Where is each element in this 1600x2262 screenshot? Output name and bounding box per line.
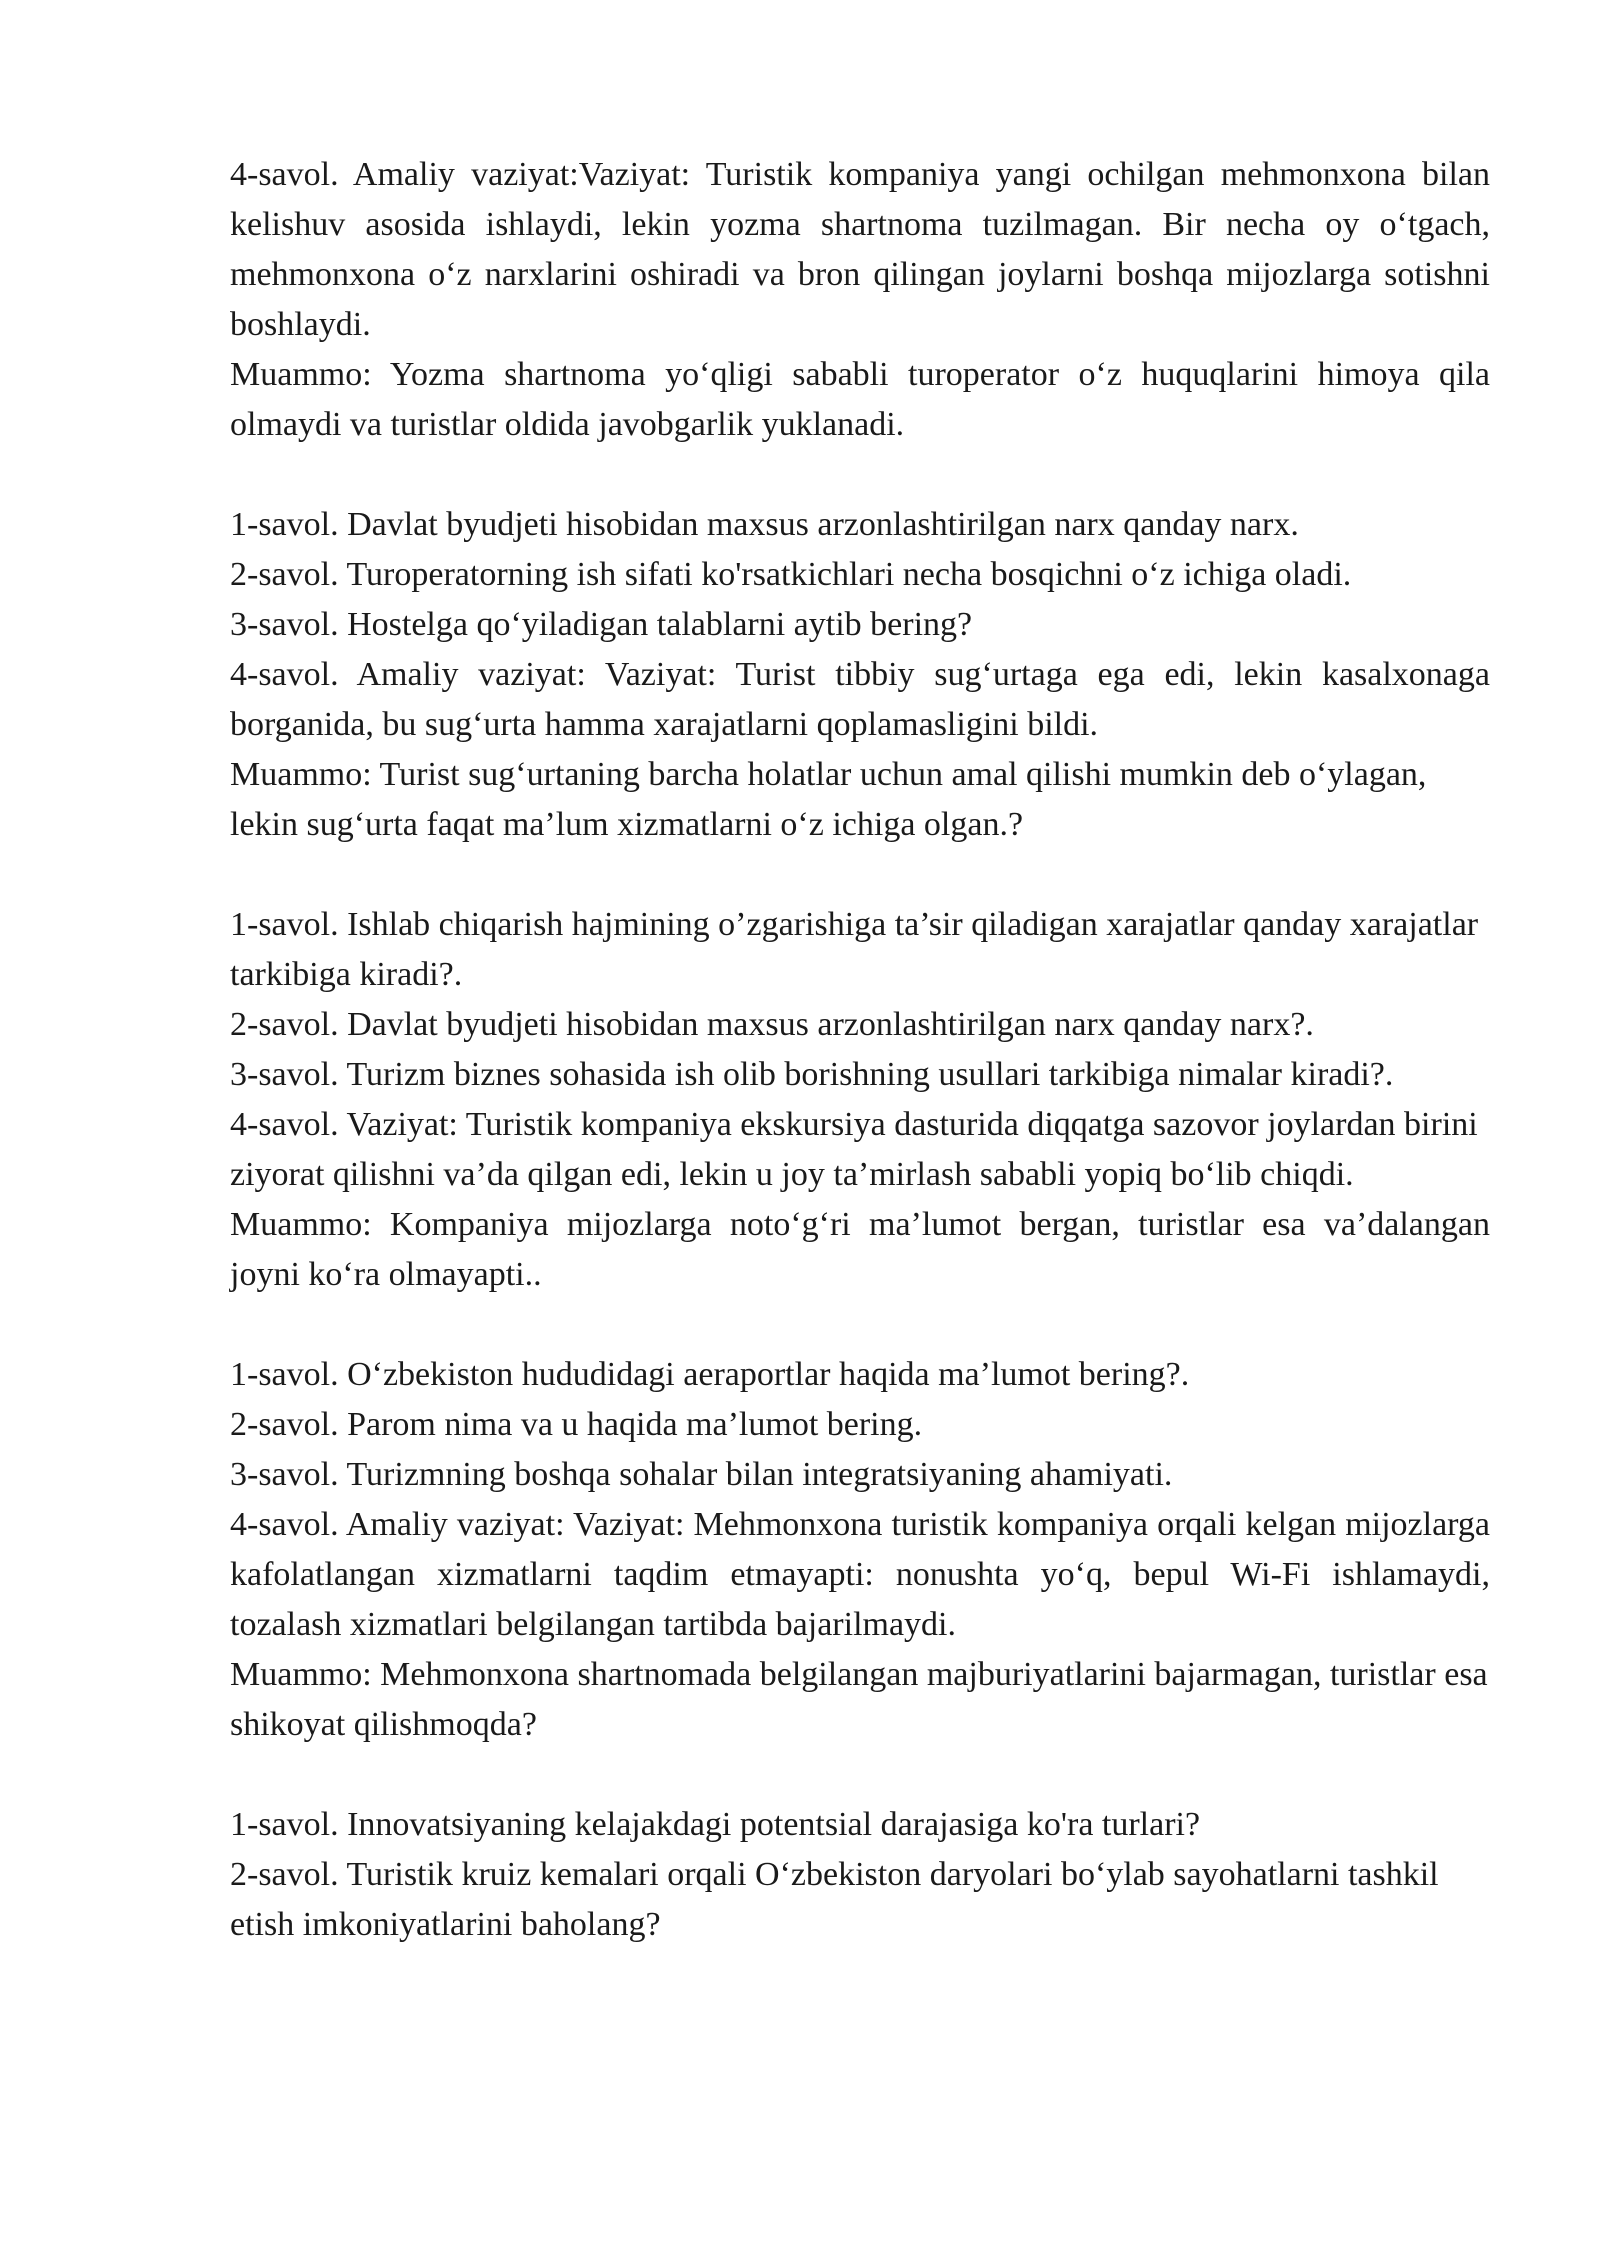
question-1: 1-savol. Ishlab chiqarish hajmining o’zgarishiga ta’sir qiladigan xarajatlar qanday xarajatlar tarkibiga kiradi?. [230, 906, 1479, 993]
question-1: 1-savol. Innovatsiyaning kelajakdagi potentsial darajasiga ko'ra turlari? [230, 1806, 1201, 1843]
question-set-3 [230, 900, 1490, 1300]
question-3: 3-savol. Turizmning boshqa sohalar bilan integratsiyaning ahamiyati. [230, 1456, 1173, 1493]
question-set-2 [230, 500, 1490, 850]
case-situation-paragraph: 4-savol. Amaliy vaziyat:Vaziyat: Turistik kompaniya yangi ochilgan mehmonxona bilan kelishuv asosida ishlaydi, lekin yozma shartnoma tuzilmagan. Bir necha oy o‘tgach, mehmonxona o‘z narxlarini oshiradi va bron qilingan joylarni boshqa mijozlarga sotishni boshlaydi. [230, 156, 1490, 343]
question-2: 2-savol. Turoperatorning ish sifati ko'rsatkichlari necha bosqichni o‘z ichiga oladi. [230, 556, 1352, 593]
question-2: 2-savol. Davlat byudjeti hisobidan maxsus arzonlashtirilgan narx qanday narx?. [230, 1006, 1314, 1043]
question-2: 2-savol. Parom nima va u haqida ma’lumot bering. [230, 1406, 923, 1443]
question-3: 3-savol. Hostelga qo‘yiladigan talablarni aytib bering? [230, 606, 973, 643]
document-body [230, 150, 1490, 1950]
question-set-5 [230, 1800, 1490, 1950]
question-4-situation: 4-savol. Vaziyat: Turistik kompaniya ekskursiya dasturida diqqatga sazovor joylardan birini ziyorat qilishni va’da qilgan edi, lekin u joy ta’mirlash sababli yopiq bo‘lib chiqdi. [230, 1106, 1478, 1193]
question-4-problem: Muammo: Mehmonxona shartnomada belgilangan majburiyatlarini bajarmagan, turistlar esa shikoyat qilishmoqda? [230, 1656, 1488, 1743]
question-set-4 [230, 1350, 1490, 1750]
question-set-1 [230, 150, 1490, 450]
question-4-situation: 4-savol. Amaliy vaziyat: Vaziyat: Turist tibbiy sug‘urtaga ega edi, lekin kasalxonaga borganida, bu sug‘urta hamma xarajatlarni qoplamasligini bildi. [230, 656, 1490, 743]
question-3: 3-savol. Turizm biznes sohasida ish olib borishning usullari tarkibiga nimalar kiradi?. [230, 1056, 1394, 1093]
question-2: 2-savol. Turistik kruiz kemalari orqali O‘zbekiston daryolari bo‘ylab sayohatlarni tashkil etish imkoniyatlarini baholang? [230, 1856, 1439, 1943]
question-4-problem: Muammo: Turist sug‘urtaning barcha holatlar uchun amal qilishi mumkin deb o‘ylagan, lekin sug‘urta faqat ma’lum xizmatlarni o‘z ichiga olgan.? [230, 756, 1427, 843]
case-problem-paragraph: Muammo: Yozma shartnoma yo‘qligi sababli turoperator o‘z huquqlarini himoya qila olmaydi va turistlar oldida javobgarlik yuklanadi. [230, 356, 1490, 443]
question-1: 1-savol. O‘zbekiston hududidagi aeraportlar haqida ma’lumot bering?. [230, 1356, 1190, 1393]
question-4-problem: Muammo: Kompaniya mijozlarga noto‘g‘ri ma’lumot bergan, turistlar esa va’dalangan joyni ko‘ra olmayapti.. [230, 1206, 1490, 1293]
question-4-situation: 4-savol. Amaliy vaziyat: Vaziyat: Mehmonxona turistik kompaniya orqali kelgan mijozlarga kafolatlangan xizmatlarni taqdim etmayapti: nonushta yo‘q, bepul Wi-Fi ishlamaydi, tozalash xizmatlari belgilangan tartibda bajarilmaydi. [230, 1506, 1490, 1643]
question-1: 1-savol. Davlat byudjeti hisobidan maxsus arzonlashtirilgan narx qanday narx. [230, 506, 1299, 543]
